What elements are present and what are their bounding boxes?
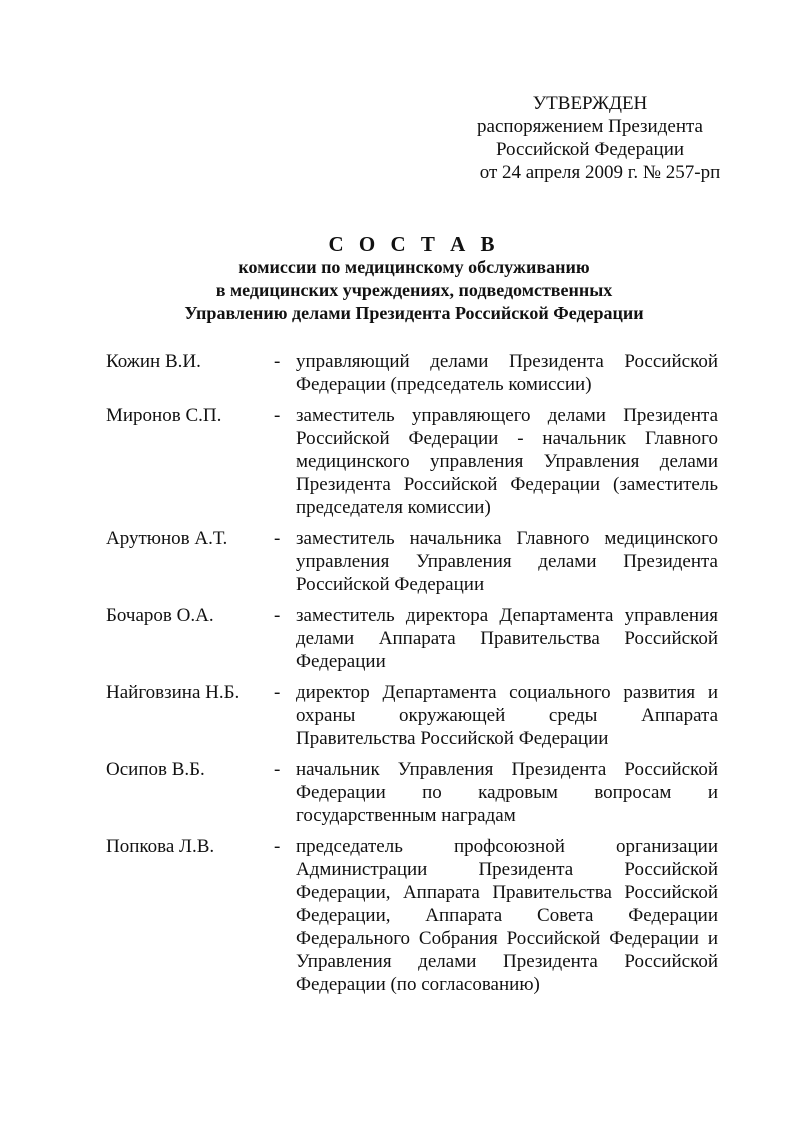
member-name: Миронов С.П.: [106, 405, 222, 426]
member-row: [106, 835, 718, 996]
member-dash: -: [274, 405, 281, 426]
member-role: заместитель директора Департамента управления делами Аппарата Правительства Российской Федерации: [296, 605, 718, 672]
document-title: С О С Т А В: [328, 232, 500, 256]
member-role: заместитель управляющего делами Президента Российской Федерации - начальник Главного медицинского управления Управления делами Президента Российской Федерации (заместитель председателя комиссии): [296, 405, 718, 518]
document-subtitle-line: Управлению делами Президента Российской Федерации: [184, 303, 644, 323]
member-dash: -: [274, 351, 281, 372]
member-name: Бочаров О.А.: [106, 605, 214, 626]
member-role: управляющий делами Президента Российской Федерации (председатель комиссии): [296, 351, 718, 395]
member-row: [106, 758, 718, 827]
member-name: Кожин В.И.: [106, 351, 201, 372]
member-dash: -: [274, 759, 281, 780]
member-role: заместитель начальника Главного медицинского управления Управления делами Президента Российской Федерации: [296, 528, 718, 595]
member-dash: -: [274, 682, 281, 703]
member-dash: -: [274, 836, 281, 857]
member-role: директор Департамента социального развития и охраны окружающей среды Аппарата Правительства Российской Федерации: [296, 682, 718, 749]
member-row: [106, 350, 718, 396]
approval-authority-country: Российской Федерации: [495, 139, 685, 160]
approval-authority: распоряжением Президента: [477, 116, 703, 137]
member-row: [106, 681, 718, 750]
member-row: [106, 527, 718, 596]
document-heading: [100, 232, 720, 325]
commission-member-list: [106, 350, 718, 1004]
member-name: Осипов В.Б.: [106, 759, 205, 780]
document-subtitle-line: в медицинских учреждениях, подведомственных: [215, 280, 613, 300]
member-row: [106, 604, 718, 673]
member-role: председатель профсоюзной организации Администрации Президента Российской Федерации, Аппарата Правительства Российской Федерации, Аппарата Совета Федерации Федерального Собрания Российской Федерации и Управления делами Президента Российской Федерации (по согласованию): [296, 836, 718, 995]
approval-date: от 24 апреля 2009 г. № 257-рп: [479, 162, 721, 183]
document-subtitle-line: комиссии по медицинскому обслуживанию: [238, 257, 590, 277]
member-dash: -: [274, 605, 281, 626]
approval-heading: УТВЕРЖДЕН: [532, 93, 648, 114]
member-name: Арутюнов А.Т.: [106, 528, 228, 549]
approval-stamp: [430, 92, 750, 184]
member-role: начальник Управления Президента Российской Федерации по кадровым вопросам и государственным наградам: [296, 759, 718, 826]
member-row: [106, 404, 718, 519]
member-dash: -: [274, 528, 281, 549]
member-name: Найговзина Н.Б.: [106, 682, 240, 703]
member-name: Попкова Л.В.: [106, 836, 215, 857]
